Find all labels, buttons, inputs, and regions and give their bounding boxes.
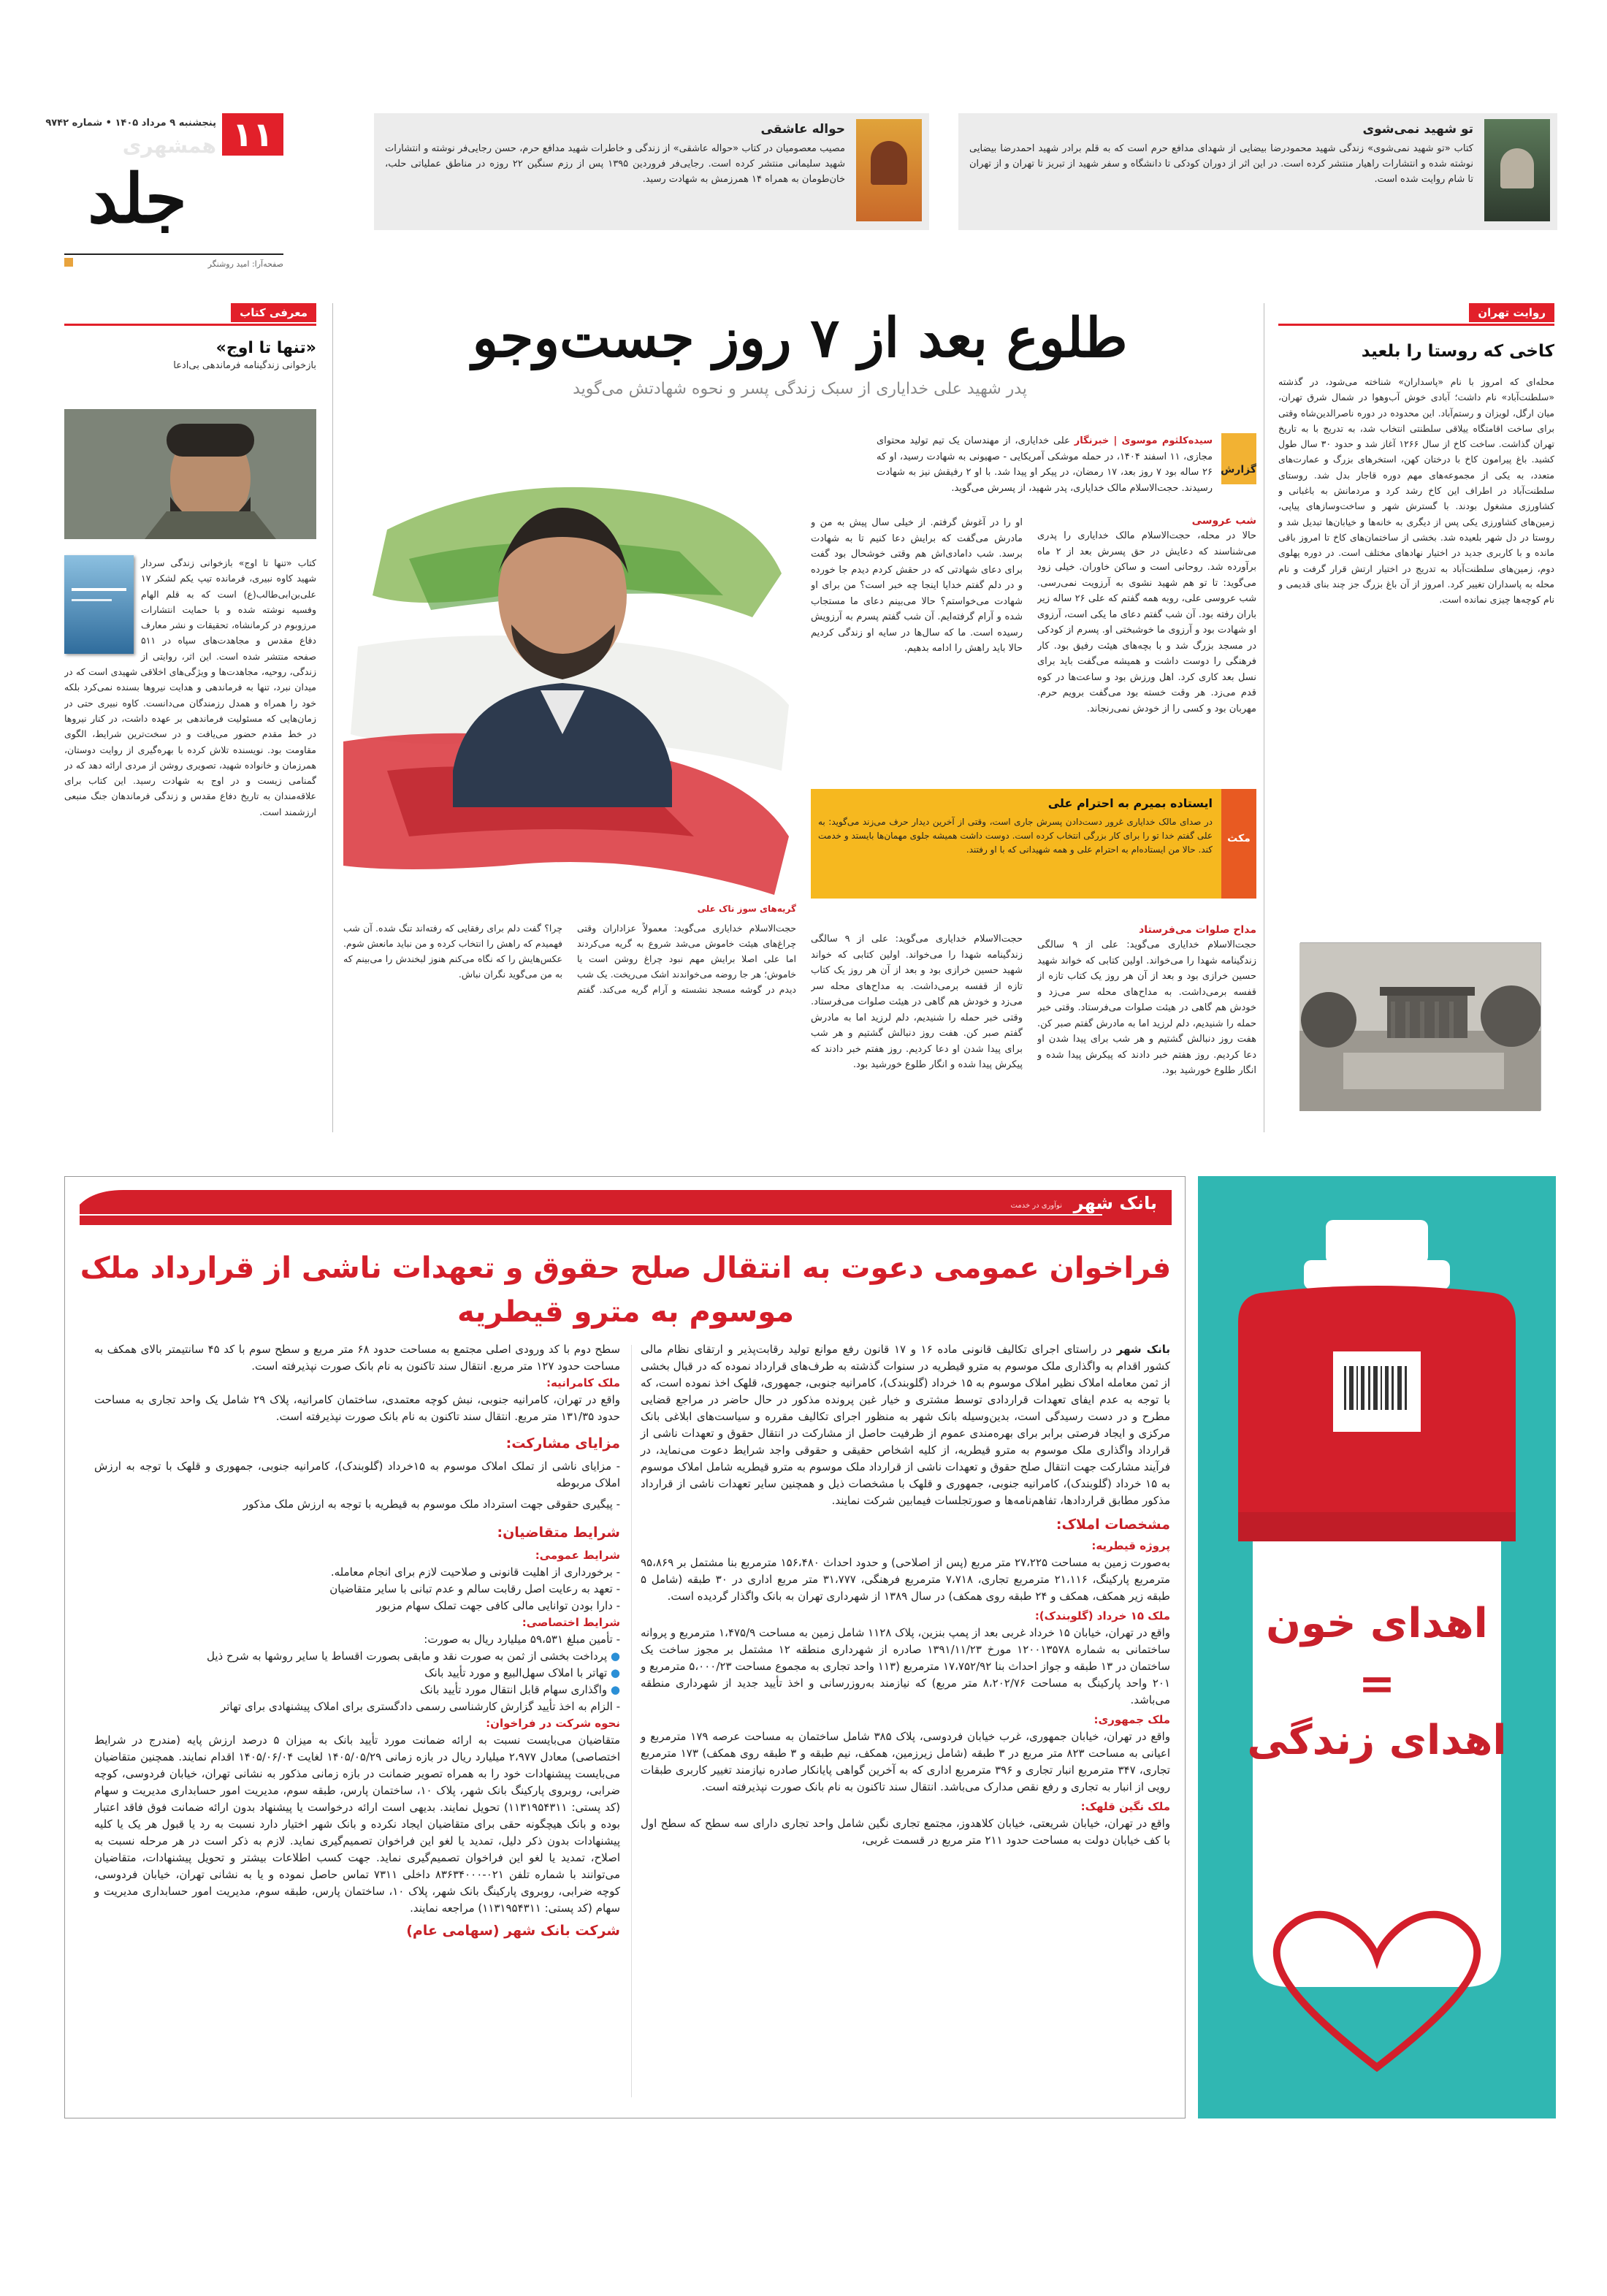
section-tag-line <box>64 324 316 326</box>
ad-slogan-equals: = <box>1358 1658 1396 1709</box>
column-text <box>64 555 316 1125</box>
main-subhead: پدر شهید علی خدایاری از سبک زندگی پسر و نحوه شهادتش می‌گوید <box>573 380 1027 398</box>
story-column <box>1037 515 1256 815</box>
bank-ad-headline <box>65 1246 1186 1334</box>
photo-caption: گریه‌های سوز ناک علی <box>697 904 796 914</box>
book-subtitle: بازخوانی زندگینامه فرماندهی بی‌ادعا <box>173 360 316 371</box>
prop-text: به‌صورت زمین به مساحت ۲۷،۲۲۵ متر مربع (پس از اصلاحی) و حدود احداث ۱۵۶،۴۸۰ مترمربع بنا مشتمل بر ۹۵،۸۶۹ مترمربع پارکینگ، ۲۱،۱۱۶ مترمربع تجاری، ۷،۷۱۸ مترمربع فرهنگی، ۳۱،۷۷۷ متر مربع اداری در ۳۰ طبقه (شامل ۵ طبقه زیر همکف، همکف و ۲۴ طبقه روی همکف) در سال ۱۳۸۹ از شهرداری تهران به بانک واگذار گردیده است. <box>641 1556 1170 1603</box>
teaser-text: کتاب «تو شهید نمی‌شوی» زندگی شهید محمودرضا بیضایی از شهدای مدافع حرم است که به قلم برادر شهید احمدرضا بیضایی نوشته شده و انتشارات راهیار منتشر کرده است. در این اثر از دوران کودکی تا دانشگاه و سفر شهید از تبریز تا تهران و از تهران تا شام روایت شده است. <box>969 143 1473 185</box>
section-underline <box>64 253 283 255</box>
lead-paragraph <box>877 433 1213 496</box>
general-item: - دارا بودن توانایی مالی کافی جهت تملک سهام مزبور <box>376 1599 620 1612</box>
special-title: شرایط اختصاصی: <box>522 1616 620 1629</box>
martyr-photo <box>343 427 796 902</box>
masthead <box>45 113 283 274</box>
main-headline: طلوع بعد از ۷ روز جست‌وجو <box>472 307 1128 370</box>
benefit-item: - پیگیری حقوقی جهت استرداد ملک موسوم به قیطریه با توجه به ارزش ملک مذکور <box>243 1498 620 1511</box>
section-tag-row <box>64 303 316 324</box>
right-column <box>64 303 316 1132</box>
ad-slogan-line1: اهدای خون <box>1266 1600 1488 1647</box>
byline: سیده‌کلثوم موسوی | خبرنگار <box>1074 435 1213 446</box>
teaser-strip <box>374 113 1557 234</box>
story-column <box>811 931 1023 1125</box>
story-column <box>1037 924 1256 1125</box>
special-item: - تأمین مبلغ ۵۹،۵۳۱ میلیارد ریال به صورت: <box>424 1633 620 1646</box>
special-item: - الزام به اخذ تأیید گزارش کارشناسی رسمی دادگستری برای املاک پیشنهادی برای تهاتر <box>220 1700 620 1713</box>
prop-name: ملک ۱۵ خرداد (گلوبندک): <box>1034 1609 1170 1622</box>
page-number-badge: ۱۱ <box>222 113 283 156</box>
general-item: - تعهد به رعایت اصل رقابت سالم و عدم تبانی با سایر متقاضیان <box>329 1582 620 1595</box>
headline-line2: موسوم به مترو قیطریه <box>457 1295 795 1329</box>
ad-signature: شرکت بانک شهر (سهامی عام) <box>406 1923 620 1939</box>
main-story <box>343 303 1256 1132</box>
general-item: - برخورداری از اهلیت قانونی و صلاحیت لازم برای انجام معامله. <box>330 1565 620 1579</box>
book-cover-image <box>1484 119 1550 221</box>
book-description: کتاب «تنها تا اوج» بازخوانی زندگی سردار شهید کاوه نبیری، فرمانده تیپ یکم لشکر ۱۷ علی‌بن‌ابی‌طالب(ع) است که به قلم الهام وفسیه نوشته شده و با حمایت انتشارات مرزوبوم در کرمانشاه، تحقیقات و نشر معارف دفاع مقدس و مجاهدت‌های سپاه در ۵۱۱ صفحه منتشر شده است. این اثر، روایتی از زندگی، روحیه، مجاهدت‌ها و ویژگی‌های اخلاقی شهیدی است که در میدان نبرد، تنها به فرماندهی و هدایت نیروها بسنده نمی‌کرد بلکه خود را همراه و همدل رزمندگان می‌دانست. کاوه نبیری حتی در زمان‌هایی که مسئولیت فرماندهی بر عهده داشت، در کنار نیروها در خط مقدم حضور می‌یافت و در سخت‌ترین شرایط، الگوی مقاومت بود. نویسنده تلاش کرده با بهره‌گیری از روایت دوستان، همرزمان و خانواده شهید، تصویری روشن از مردی ارائه دهد که در گمنامی زیست و در اوج به شهادت رسید. این کتاب برای علاقه‌مندان به تاریخ دفاع مقدس و زندگی فرماندهان جنگ منبعی ارزشمند است. <box>64 557 316 817</box>
editor-line: صفحه‌آرا: امید روشنگر <box>207 259 283 269</box>
blood-donation-ad <box>1198 1176 1556 2118</box>
benefit-item: - مزایای ناشی از تملک املاک موسوم به ۱۵خرداد (گلوبندک)، کامرانیه جنوبی، جمهوری و قلهک با توجه به ارزش املاک مربوطه <box>94 1460 621 1490</box>
date-line: پنجشنبه ۹ مرداد ۱۴۰۵ • شماره ۹۷۴۲ <box>45 118 216 129</box>
prop-name: ملک جمهوری: <box>1093 1713 1170 1726</box>
pull-box-title: ایستاده بمیرم به احترام علی <box>1047 796 1213 810</box>
teaser-item[interactable] <box>374 113 929 230</box>
subsection-title: مداح صلوات می‌فرستاد <box>1139 924 1256 936</box>
prop-name: پروژه قیطریه: <box>1091 1539 1170 1552</box>
bank-ad <box>64 1176 1186 2118</box>
subsection-title: شب عروسی <box>1191 515 1256 527</box>
bank-logo: بانک شهر <box>1073 1193 1157 1213</box>
how-title: نحوه شرکت در فراخوان: <box>486 1717 620 1730</box>
special-item: ● پرداخت بخشی از ثمن به صورت نقد و مابقی بصورت اقساط یا سایر روشها به شرح ذیل <box>207 1649 620 1663</box>
intro-bold: بانک شهر <box>1116 1343 1170 1356</box>
section-tag: معرفی کتاب <box>231 303 316 322</box>
teaser-title: حواله عاشقی <box>760 122 845 137</box>
ad-right-column <box>641 1341 1170 2108</box>
specs-title: مشخصات املاک: <box>1056 1517 1170 1533</box>
how-text: متقاضیان می‌بایست نسبت به ارائه ضمانت مورد تأیید بانک به میزان ۵ درصد ارزش پایه (مندرج در شرایط اختصاصی) معادل ۲،۹۷۷ میلیارد ریال در بازه زمانی ۱۴۰۵/۰۵/۲۹ لغایت ۱۴۰۵/۰۶/۰۴ اقدام نمایند. همچنین متقاضیان می‌بایست پیشنهادات خود را به همراه تصویر ضمانت در بازه زمانی مذکور به نشانی تهران، خیابان فردوسی، کوچه ضرابی، روبروی پارکینگ بانک شهر، پلاک ۱۰، ساختمان پارس، طبقه سوم، مدیریت امور حسابداری مدیریت و سهام (کد پستی: ۱۱۳۱۹۵۴۳۱۱) تحویل نمایند. بدیهی است ارائه درخواست یا پیشنهاد بدون ارائه ضمانت فوق فاقد اعتبار بوده و بانک هیچگونه حقی برای متقاضیان ایجاد نکرده و بانک شهر اختیار دارد نسبت به رد یا قبول هر یک یا کلیه پیشنهادات بدون ذکر دلیل، تمدید یا لغو این فراخوان تصمیم‌گیری نماید. لازم به ذکر است در هر مرحله نسبت به اصلاح، تمدید یا لغو این فراخوان تصمیم‌گیری نماید. جهت کسب اطلاعات بیشتر و تحویل پیشنهادات، متقاضیان می‌توانند با شماره تلفن ۰۲۱-۸۳۶۳۴۰۰۰ داخلی ۷۳۱۱ تماس حاصل نموده و یا به نشانی تهران، خیابان فردوسی، کوچه ضرابی، روبروی پارکینگ بانک شهر، پلاک ۱۰، ساختمان پارس، طبقه سوم، مدیریت امور حسابداری مدیریت و سهام (کد پستی: ۱۱۳۱۹۵۴۳۱۱) مراجعه نمایند. <box>94 1734 621 1915</box>
left-column <box>1278 303 1554 1132</box>
subsection-text: او را در آغوش گرفتم. از خیلی سال پیش به من و مادرش می‌گفت که برایش دعا کنیم تا به شهادت برسد. شب دامادی‌اش هم وقتی خوشحال بود گفت برای دعای شهادتی که در حقش کردم دیدم جا خورده و در دلم گفتم خدایا اینجا چه خبر است؟ من برای او شهادت می‌خواستم؟ حالا می‌بینم دعای ما مستجاب شده و آرام گرفته‌ایم. آن شب گفتم پسرم به آرزویش رسیده است. ما که سال‌ها در سایه او زندگی کردیم حالا باید راهش را ادامه بدهیم. <box>811 517 1023 654</box>
prop-text: واقع در تهران، خیابان شریعتی، خیابان کلاهدوز، مجتمع تجاری نگین شامل واحد تجاری دارای سه سطح که سطح اول با کف خیابان دولت به مساحت حدود ۲۱۱ متر مربع در قسمت غربی، <box>641 1817 1170 1847</box>
report-tag: گزارش <box>1221 433 1256 484</box>
teaser-title: تو شهید نمی‌شوی <box>1362 122 1473 137</box>
commander-photo <box>64 409 316 539</box>
book-title: «تنها تا اوج» <box>215 339 316 357</box>
teaser-text: مصیب معصومیان در کتاب «حواله عاشقی» از زندگی و خاطرات شهید مدافع حرم، حسن رجایی‌فر نوشته و انتشارات شهید سلیمانی منتشر کرده است. رجایی‌فر فروردین ۱۳۹۵ پس از رزم سنگین ۲۲ روزه در مناطق عملیاتی حلب، خان‌طومان به همراه ۱۴ همرزمش به شهادت رسید. <box>385 143 845 185</box>
subsection-text: حجت‌الاسلام خدایاری می‌گوید: علی از ۹ سالگی زندگینامه شهدا را می‌خواند. اولین کتابی که خواند شهید حسین خرازی بود و بعد از آن هر روز یک کتاب تازه از قفسه برمی‌داشت. به مداح‌های محله سر می‌زد و خودش هم گاهی در هیئت صلوات می‌فرستاد. وقتی خبر حمله را شنیدیم، دلم لرزید اما به مادرش گفتم صبر کن. هفت روز دنبالش گشتیم و هر شب برای پیدا شدن او دعا کردیم. روز هفتم خبر دادند که پیکرش پیدا شده و انگار طلوع خورشید بود. <box>811 934 1023 1070</box>
general-title: شرایط عمومی: <box>535 1549 620 1562</box>
column-title: کاخی که روستا را بلعید <box>1361 342 1554 361</box>
prop-text: واقع در تهران، خیابان جمهوری، غرب خیابان فردوسی، پلاک ۳۸۵ شامل ساختمان به مساحت عرصه ۱۷۹ مترمربع و اعیانی به مساحت ۸۲۳ متر مربع در ۳ طبقه (شامل زیرزمین، همکف، نیم طبقه و ۳ طبقه روی همکف) ۱۷۳ مترمربع تجاری، ۳۴۷ مترمربع انبار تجاری و ۳۹۶ مترمربع اداری که به آخرین گواهی پایانکار صادره نیازمند تغییر کاربری طبقات رویی از انبار به تجاری و رفع نقص مدارک می‌باشد. انتقال سند تاکنون به نام بانک صورت نپذیرفته است. <box>641 1730 1171 1793</box>
story-column <box>811 515 1023 815</box>
subsection-text: حجت‌الاسلام خدایاری می‌گوید: علی از ۹ سالگی زندگینامه شهدا را می‌خواند. اولین کتابی که خواند شهید حسین خرازی بود و بعد از آن هر روز یک کتاب تازه از قفسه برمی‌داشت. به مداح‌های محله سر می‌زد و خودش هم گاهی در هیئت صلوات می‌فرستاد. وقتی خبر حمله را شنیدیم، دلم لرزید اما به مادرش گفتم صبر کن. هفت روز دنبالش گشتیم و هر شب برای پیدا شدن او دعا کردیم. روز هفتم خبر دادند که پیکرش پیدا شده و انگار طلوع خورشید بود. <box>1037 939 1256 1076</box>
prop-name: ملک کامرانیه: <box>546 1376 620 1389</box>
intro-text: در راستای اجرای تکالیف قانونی ماده ۱۶ و ۱۷ قانون رفع موانع تولید رقابت‌پذیر و ارتقای نظام مالی کشور اقدام به واگذاری ملک موسوم به مترو قیطریه در سنوات گذشته به طرف‌های قرارداد نموده که در قبال بخشی از ثمن معامله املاک نظیر املاک موسوم به ۱۵ خرداد (گلوبندک)، کامرانیه جنوبی، جمهوری، قلهک اخذ نموده است، که با توجه به عدم ایفای تعهدات قراردادی توسط مشتری و خیار غبن پرونده مذکور در حال حاضر در مراجع قضایی مطرح و در دست رسیدگی است، بدین‌وسیله بانک شهر به منظور اجرای تکالیف مقرره و سیاست‌های ابلاغی بانک مرکزی و ایجاد فرصتی برابر برای بهره‌مندی عموم از ظرفیت حاصل از مشارکت در انتقال حقوق و تعهدات ناشی از قرارداد واگذاری ملک موسوم به مترو قیطریه، از کلیه اشخاص حقیقی و حقوقی واجد شرایط دعوت می‌نماید، در فرآیند مشارکت جهت انتقال صلح حقوق و تعهدات ناشی از قرارداد ملک موسوم به مترو قیطریه شامل املاک موسوم به ۱۵ خرداد (گلوبندک)، کامرانیه جنوبی، جمهوری و قلهک با مشخصات ذیل و همچنین سایر تعهدات ناشی از قرارداد مذکور مطابق قراردادها، تفاهم‌نامه‌ها و صورتجلسات فیمابین شرکت نمایند. <box>641 1343 1170 1507</box>
column-text: محله‌ای که امروز با نام «پاسداران» شناخته می‌شود، در گذشته «سلطنت‌آباد» نام داشت؛ آبادی خوش آب‌وهوا در شمال شرق تهران، میان ارگل، لویزان و رستم‌آباد. این محدوده در دوره ناصرالدین‌شاه وقتی برای ساخت اقامتگاه ییلاقی سلطنتی انتخاب شد، به تدریج با به تاریخ تهران گذاشت. ساخت کاخ از سال ۱۲۶۶ آغاز شد و حدود ۳۰ سال طول کشید. باغ پیرامون کاخ با درختان کهن، استخرهای بزرگ و عمارت‌های متعدد، به یکی از مجموعه‌های مهم دوره قاجار بدل شد. روستای سلطنت‌آباد در اطراف این کاخ رشد کرد و مردمانش به باغبانی و کشاورزی مشغول بودند. با گسترش شهر و ساخت‌وسازهای پیاپی، زمین‌های کشاورزی یکی پس از دیگری به خانه‌ها و خیابان‌ها تبدیل شد و روستا در دل شهر بلعیده شد. بخشی از ساختمان‌های کاخ تا امروز باقی مانده و با کاربری جدید در اختیار نهادهای مختلف است. در دوره پهلوی دوم، زمین‌های سلطنت‌آباد به تدریج در اختیار ارتش قرار گرفت و نام محله به پاسداران تغییر کرد. امروز از آن باغ بزرگ جز چند بنای قدیمی و نام کوچه‌ها چیزی نمانده است. <box>1278 376 1554 606</box>
photo-column-text: حجت‌الاسلام خدایاری می‌گوید: معمولاً عزاداران وقتی چراغ‌های هیئت خاموش می‌شد شروع به گریه می‌کردند اما علی اصلا برایش مهم نبود چراغ روشن است یا خاموش؛ هر جا روضه می‌خواندند اشک می‌ریخت. یک شب دیدم در گوشه مسجد نشسته و آرام گریه می‌کند. گفتم چرا؟ گفت دلم برای رفقایی که رفته‌اند تنگ شده. آن شب فهمیدم که راهش را انتخاب کرده و من نباید مانعش شوم. عکس‌هایش را که نگاه می‌کنم هنوز لبخندش را می‌بینم که به من می‌گوید نگران نباش. <box>343 923 796 995</box>
conditions-title: شرایط متقاضیان: <box>497 1525 620 1541</box>
section-tag-row <box>1278 303 1554 324</box>
ad-column-divider <box>631 1345 632 2097</box>
pull-box-text: در صدای مالک خدایاری غرور دست‌دادن پسرش جاری است، وقتی از آخرین دیدار حرف می‌زند می‌گوید: به علی گفتم خدا تو را برای کار بزرگی انتخاب کرده است. دوست داشت همیشه جلوی مهمان‌ها بایستد و خدمت کند. حالا من ایستاده‌ام به احترام علی و همه شهیدانی که با او رفتند. <box>818 817 1213 855</box>
bank-logo-sub: نوآوری در خدمت <box>1010 1202 1062 1210</box>
accent-square <box>64 258 73 267</box>
column-divider <box>332 303 333 1132</box>
brand-watermark: همشهری <box>122 134 216 158</box>
special-bullet-text: پرداخت بخشی از ثمن به صورت نقد و مابقی بصورت اقساط یا سایر روشها به شرح ذیل <box>207 1649 608 1663</box>
special-item: ● واگذاری سهام قابل انتقال مورد تأیید بانک <box>420 1683 620 1696</box>
col2-intro: سطح دوم با کد ورودی اصلی مجتمع به مساحت حدود ۶۸ متر مربع و سطح سوم با کد ۴۵ سانتیمتر بالای همکف به مساحت حدود ۱۲۷ متر مربع. انتقال سند تاکنون به نام بانک صورت نپذیرفته است. <box>94 1343 620 1373</box>
ad-left-column <box>94 1341 620 2108</box>
prop-name: ملک نگین قلهک: <box>1080 1800 1170 1813</box>
headline-line1: فراخوان عمومی دعوت به انتقال صلح حقوق و تعهدات ناشی از قرارداد ملک <box>80 1251 1172 1285</box>
prop-text: واقع در تهران، خیابان ۱۵ خرداد غربی بعد از پمپ بنزین، پلاک ۱۱۲۸ شامل زمین به مساحت ۱،۴۷۵/۹ مترمربع و پروانه ساختمانی به شماره ۱۲۰۰۱۳۵۷۸ مورخ ۱۳۹۱/۱۱/۲۳ صادره از شهرداری منطقه ۱۲ مشتمل بر مجوز ساخت یک ساختمان در ۱۳ طبقه و جواز احداث بنا ۱۷،۷۵۲/۹۲ مترمربع (۱۱۳ واحد تجاری به مجموع مساحت ۵،۰۰۰/۲۳ مترمربع و ۲۰۱ واحد پارکینگ به مساحت ۸،۲۰۲/۷۶ متر مربع) که نیازمند به‌روزرسانی و اخذ تأیید جدید از شهرداری منطقه می‌باشد. <box>641 1626 1171 1706</box>
lead-text: علی خدایاری، از مهندسان یک تیم تولید محتوای مجازی، ۱۱ اسفند ۱۴۰۴، در حمله موشکی آمریکایی - صهیونی به شهادت رسید، او که ۲۶ ساله بود ۷ روز بعد، ۱۷ رمضان، در پیکر او پیدا شد. با او ۲ رفیقش نیز به شهادت رسیدند. حجت‌الاسلام مالک خدایاری، پدر شهید، از پسرش می‌گوید. <box>877 435 1213 494</box>
teaser-item[interactable] <box>958 113 1557 230</box>
subsection-text: حالا در محله، حجت‌الاسلام مالک خدایاری را پدری می‌شناسند که دعایش در حق پسرش بعد از ۲ ماه برآورده شد. روحانی است و ساکن خاوران. خیلی زود می‌گوید: تا تو هم شهید نشوی به آرزویت نمی‌رسی. شب عروسی علی، روبه همه گفتم که علی ۲۶ ساله زیر باران رفته بود. آن شب گفتم دعای ما یکی است، آرزوی او شهادت بود و آرزوی ما خوشبختی او. پسرم از کودکی در مسجد بزرگ شد و با بچه‌های هیئت رفیق بود. کار فرهنگی را دوست داشت و همیشه می‌گفت باید برای نسل بعد کاری کرد. اهل ورزش بود و ساعت‌ها در کوه قدم می‌زد. هر وقت خسته بود می‌گفت برویم حرم. مهربان بود و کسی را از خودش نمی‌رنجاند. <box>1037 530 1256 714</box>
section-tag-line <box>1278 324 1554 326</box>
benefits-title: مزایای مشارکت: <box>505 1435 620 1452</box>
pull-box <box>811 789 1256 899</box>
book-cover-image <box>856 119 922 221</box>
pull-box-tag: مکث <box>1221 789 1256 899</box>
ad-slogan-line2: اهدای زندگی <box>1247 1717 1507 1764</box>
section-title: جلد <box>88 159 187 238</box>
special-item: ● تهاتر با املاک سهل‌البیع و مورد تأیید بانک <box>424 1666 620 1679</box>
special-bullet-text: واگذاری سهام قابل انتقال مورد تأیید بانک <box>420 1683 608 1696</box>
section-tag: روایت تهران <box>1469 303 1554 322</box>
ad-intro <box>641 1341 1170 1509</box>
bank-ad-header <box>80 1190 1172 1225</box>
prop-text: واقع در تهران، کامرانیه جنوبی، نبش کوچه معتمدی، ساختمان کامرانیه، پلاک ۲۹ شامل یک واحد تجاری به مساحت حدود ۱۳۱/۳۵ متر مربع. انتقال سند تاکنون به نام بانک صورت نپذیرفته است. <box>94 1393 620 1423</box>
palace-photo <box>1300 942 1541 1110</box>
special-bullet-text: تهاتر با املاک سهل‌البیع و مورد تأیید بانک <box>424 1666 608 1679</box>
